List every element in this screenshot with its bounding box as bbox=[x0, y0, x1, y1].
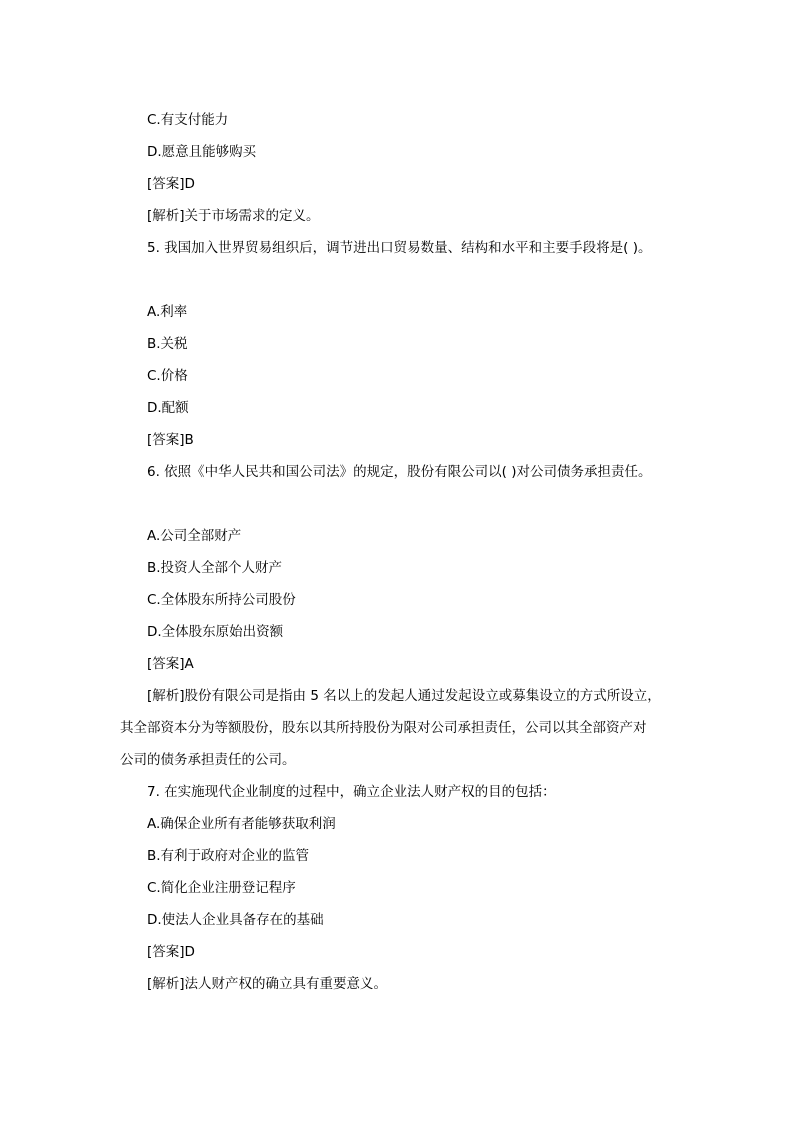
q7-option-d: D.使法人企业具备存在的基础 bbox=[147, 912, 324, 928]
q6-explanation-line-2: 其全部资本分为等额股份，股东以其所持股份为限对公司承担责任，公司以其全部资产对 bbox=[120, 720, 647, 736]
q5-option-a: A.利率 bbox=[147, 304, 188, 320]
q5-option-c: C.价格 bbox=[147, 368, 188, 384]
q5-option-b: B.关税 bbox=[147, 336, 188, 352]
q7-option-c: C.简化企业注册登记程序 bbox=[147, 880, 296, 896]
q5-option-d: D.配额 bbox=[147, 400, 189, 416]
question-6: 6. 依照《中华人民共和国公司法》的规定，股份有限公司以( )对公司债务承担责任。 bbox=[147, 464, 652, 480]
question-5: 5. 我国加入世界贸易组织后，调节进出口贸易数量、结构和水平和主要手段将是( )。 bbox=[147, 240, 652, 256]
explanation-line: [解析]关于市场需求的定义。 bbox=[147, 208, 320, 224]
q6-explanation-line-3: 公司的债务承担责任的公司。 bbox=[120, 752, 296, 768]
q7-answer: [答案]D bbox=[147, 944, 195, 960]
q5-answer: [答案]B bbox=[147, 432, 194, 448]
q6-option-c: C.全体股东所持公司股份 bbox=[147, 592, 296, 608]
q6-option-a: A.公司全部财产 bbox=[147, 528, 242, 544]
answer-line: [答案]D bbox=[147, 176, 195, 192]
q7-option-a: A.确保企业所有者能够获取利润 bbox=[147, 816, 336, 832]
q7-explanation: [解析]法人财产权的确立具有重要意义。 bbox=[147, 976, 388, 992]
option-d-line: D.愿意且能够购买 bbox=[147, 144, 257, 160]
option-c-line: C.有支付能力 bbox=[147, 112, 229, 128]
q6-option-d: D.全体股东原始出资额 bbox=[147, 624, 284, 640]
q6-option-b: B.投资人全部个人财产 bbox=[147, 560, 283, 576]
q7-option-b: B.有利于政府对企业的监管 bbox=[147, 848, 310, 864]
q6-explanation-line-1: [解析]股份有限公司是指由 5 名以上的发起人通过发起设立或募集设立的方式所设立， bbox=[147, 688, 661, 704]
q6-answer: [答案]A bbox=[147, 656, 194, 672]
question-7: 7. 在实施现代企业制度的过程中，确立企业法人财产权的目的包括： bbox=[147, 784, 556, 800]
